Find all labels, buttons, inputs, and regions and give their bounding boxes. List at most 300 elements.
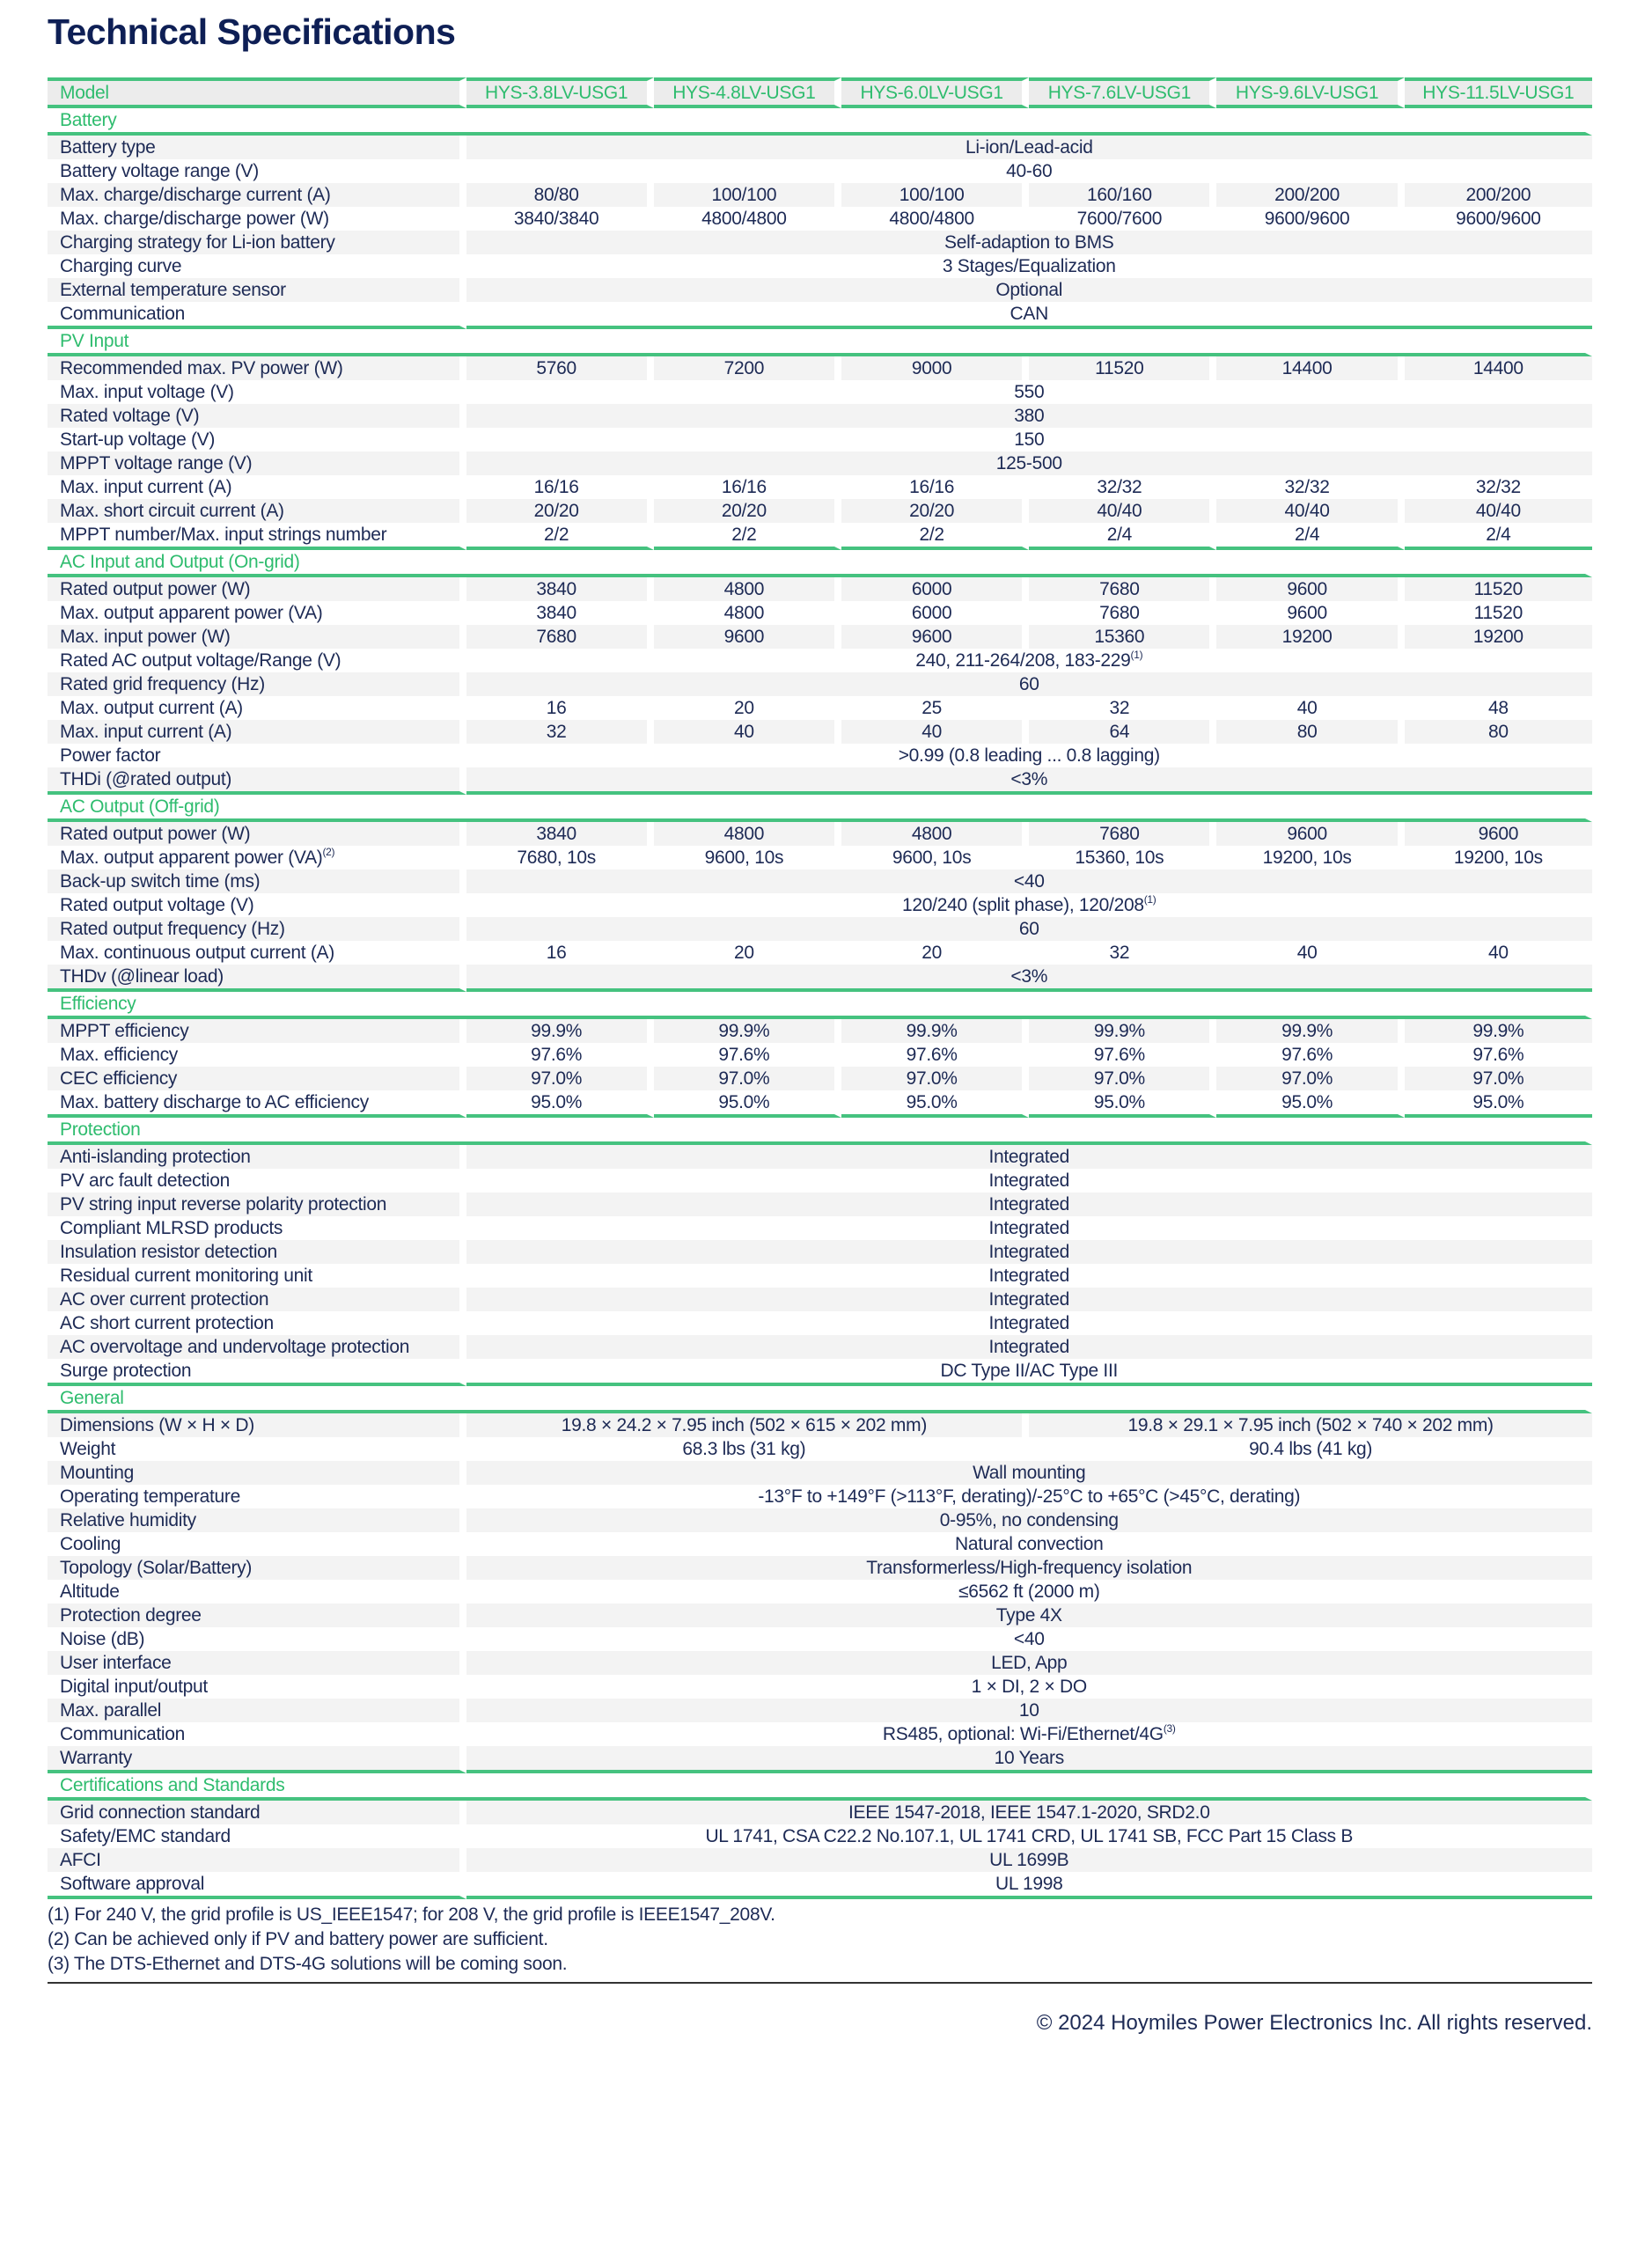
spec-label xyxy=(48,183,466,207)
spec-value-text: Wall mounting xyxy=(973,1463,1086,1483)
spec-value-all-models xyxy=(466,965,1592,992)
section-header-row xyxy=(48,1118,1592,1145)
spec-label xyxy=(48,451,466,475)
spec-row xyxy=(48,523,1592,550)
spec-label-text: THDi (@rated output) xyxy=(60,769,232,789)
spec-value: 80 xyxy=(1405,720,1592,744)
spec-value-all-models xyxy=(466,1651,1592,1675)
spec-value: 97.0% xyxy=(841,1067,1029,1090)
spec-value-text: >0.99 (0.8 leading ... 0.8 lagging) xyxy=(898,745,1160,766)
spec-value: 97.0% xyxy=(1216,1067,1404,1090)
spec-value-text: 125-500 xyxy=(995,453,1062,473)
spec-label-text: Software approval xyxy=(60,1874,205,1894)
spec-value: 11520 xyxy=(1405,601,1592,625)
spec-label-text: Max. charge/discharge current (A) xyxy=(60,185,331,205)
spec-label-text: Max. input current (A) xyxy=(60,722,232,742)
spec-row xyxy=(48,744,1592,767)
spec-value-all-models xyxy=(466,917,1592,941)
spec-label-text: Rated output power (W) xyxy=(60,579,251,599)
spec-label xyxy=(48,1413,466,1437)
spec-value: 99.9% xyxy=(841,1019,1029,1043)
spec-label xyxy=(48,822,466,846)
spec-label-text: CEC efficiency xyxy=(60,1068,178,1089)
section-title xyxy=(48,1118,1592,1145)
spec-row xyxy=(48,499,1592,523)
spec-value: 40 xyxy=(654,720,841,744)
spec-label xyxy=(48,302,466,329)
section-title-text: Protection xyxy=(60,1119,141,1140)
spec-value-all-models xyxy=(466,1872,1592,1899)
spec-label-text: Charging strategy for Li-ion battery xyxy=(60,232,335,253)
spec-label-text: AC overvoltage and undervoltage protection xyxy=(60,1337,410,1357)
spec-row xyxy=(48,965,1592,992)
spec-row xyxy=(48,1580,1592,1604)
spec-value: 95.0% xyxy=(1405,1090,1592,1118)
spec-row xyxy=(48,696,1592,720)
spec-label xyxy=(48,1216,466,1240)
spec-value: 80 xyxy=(1216,720,1404,744)
spec-label xyxy=(48,1311,466,1335)
spec-value-text: Self-adaption to BMS xyxy=(944,232,1114,253)
spec-value-all-models xyxy=(466,1193,1592,1216)
spec-row xyxy=(48,1872,1592,1899)
spec-label-text: Communication xyxy=(60,1724,185,1744)
spec-value-all-models xyxy=(466,1699,1592,1722)
spec-label-text: Warranty xyxy=(60,1748,132,1768)
spec-value: 32/32 xyxy=(1216,475,1404,499)
spec-label xyxy=(48,1699,466,1722)
spec-value-text: Integrated xyxy=(988,1266,1070,1286)
spec-value: 9600/9600 xyxy=(1405,207,1592,231)
spec-value-text: <40 xyxy=(1013,1629,1045,1649)
spec-value: 6000 xyxy=(841,601,1029,625)
spec-value: 40 xyxy=(841,720,1029,744)
spec-value-all-models xyxy=(466,1311,1592,1335)
spec-label xyxy=(48,720,466,744)
spec-row xyxy=(48,1169,1592,1193)
spec-label xyxy=(48,744,466,767)
spec-value-text: 10 xyxy=(1018,1700,1039,1721)
section-title xyxy=(48,108,1592,136)
spec-value: 9600 xyxy=(1216,822,1404,846)
spec-label-text: Max. input voltage (V) xyxy=(60,382,234,402)
spec-value: 2/2 xyxy=(654,523,841,550)
spec-row xyxy=(48,428,1592,451)
spec-value: 9600/9600 xyxy=(1216,207,1404,231)
spec-label xyxy=(48,672,466,696)
spec-value: 5760 xyxy=(466,356,654,380)
spec-label-text: Max. short circuit current (A) xyxy=(60,501,284,521)
spec-value: 95.0% xyxy=(654,1090,841,1118)
spec-row xyxy=(48,1675,1592,1699)
spec-label-text: Max. charge/discharge power (W) xyxy=(60,209,329,229)
spec-label-text: Start-up voltage (V) xyxy=(60,429,216,450)
spec-row xyxy=(48,183,1592,207)
spec-value: 7680 xyxy=(466,625,654,649)
spec-value: 4800/4800 xyxy=(654,207,841,231)
spec-value: 7680 xyxy=(1029,822,1216,846)
spec-value-all-models xyxy=(466,649,1592,672)
page-title: Technical Specifications xyxy=(48,11,456,52)
spec-value: 20 xyxy=(654,696,841,720)
spec-value-all-models xyxy=(466,1604,1592,1627)
spec-value-all-models xyxy=(466,1264,1592,1288)
spec-label-text: Cooling xyxy=(60,1534,121,1554)
spec-row xyxy=(48,720,1592,744)
copyright-notice: © 2024 Hoymiles Power Electronics Inc. All rights reserved. xyxy=(1036,2011,1592,2035)
spec-value-text: CAN xyxy=(1010,304,1048,324)
spec-value-all-models xyxy=(466,1240,1592,1264)
spec-label-text: Max. output apparent power (VA) xyxy=(60,603,323,623)
spec-label xyxy=(48,1801,466,1824)
spec-value: 97.0% xyxy=(1405,1067,1592,1090)
spec-row xyxy=(48,1090,1592,1118)
spec-value: 19200, 10s xyxy=(1216,846,1404,870)
spec-value: 15360, 10s xyxy=(1029,846,1216,870)
spec-label xyxy=(48,893,466,917)
spec-row xyxy=(48,1651,1592,1675)
spec-value: 9600 xyxy=(1405,822,1592,846)
spec-label-text: Insulation resistor detection xyxy=(60,1242,277,1262)
spec-row xyxy=(48,231,1592,254)
spec-value: 95.0% xyxy=(841,1090,1029,1118)
spec-label xyxy=(48,1485,466,1508)
spec-label xyxy=(48,696,466,720)
section-header-row xyxy=(48,329,1592,356)
spec-value: 100/100 xyxy=(841,183,1029,207)
spec-row xyxy=(48,475,1592,499)
spec-label xyxy=(48,475,466,499)
spec-row xyxy=(48,1413,1592,1437)
spec-label-text: Digital input/output xyxy=(60,1677,208,1697)
spec-value-all-models xyxy=(466,1801,1592,1824)
spec-row xyxy=(48,1627,1592,1651)
model-header-label: Model xyxy=(48,77,466,108)
spec-value: 19200, 10s xyxy=(1405,846,1592,870)
spec-label xyxy=(48,1335,466,1359)
spec-label-text: Safety/EMC standard xyxy=(60,1826,231,1846)
spec-row xyxy=(48,1824,1592,1848)
model-header-cell: HYS-3.8LV-USG1 xyxy=(466,77,654,108)
section-title-text: AC Output (Off-grid) xyxy=(60,796,220,817)
spec-value-all-models xyxy=(466,1461,1592,1485)
spec-row xyxy=(48,870,1592,893)
spec-label xyxy=(48,1359,466,1386)
section-title-text: Battery xyxy=(60,110,117,130)
spec-value: 99.9% xyxy=(466,1019,654,1043)
spec-value: 99.9% xyxy=(654,1019,841,1043)
spec-label xyxy=(48,1722,466,1746)
spec-value: 4800/4800 xyxy=(841,207,1029,231)
spec-label xyxy=(48,1508,466,1532)
spec-value-all-models xyxy=(466,1508,1592,1532)
spec-label-text: External temperature sensor xyxy=(60,280,286,300)
spec-value-text: DC Type II/AC Type III xyxy=(940,1361,1119,1381)
spec-label-text: MPPT voltage range (V) xyxy=(60,453,253,473)
spec-label-text: MPPT number/Max. input strings number xyxy=(60,525,387,545)
spec-row xyxy=(48,822,1592,846)
spec-label-text: MPPT efficiency xyxy=(60,1021,189,1041)
spec-label-text: AFCI xyxy=(60,1850,101,1870)
spec-value: 99.9% xyxy=(1029,1019,1216,1043)
spec-value: 40/40 xyxy=(1029,499,1216,523)
spec-value: 97.6% xyxy=(1405,1043,1592,1067)
spec-label xyxy=(48,846,466,870)
spec-value: 20 xyxy=(654,941,841,965)
spec-value-text: UL 1741, CSA C22.2 No.107.1, UL 1741 CRD, UL 1741 SB, FCC Part 15 Class B xyxy=(705,1826,1354,1846)
spec-label xyxy=(48,577,466,601)
spec-label-text: Topology (Solar/Battery) xyxy=(60,1558,253,1578)
spec-label xyxy=(48,1848,466,1872)
spec-row xyxy=(48,1461,1592,1485)
spec-value-text: Optional xyxy=(995,280,1063,300)
spec-value: 16 xyxy=(466,696,654,720)
spec-value: 40 xyxy=(1216,941,1404,965)
spec-value: 32/32 xyxy=(1405,475,1592,499)
spec-value-all-models xyxy=(466,1335,1592,1359)
spec-value-all-models xyxy=(466,1746,1592,1773)
section-title-text: AC Input and Output (On-grid) xyxy=(60,552,300,572)
spec-value-text: 3 Stages/Equalization xyxy=(942,256,1116,276)
spec-label xyxy=(48,1043,466,1067)
spec-value-text: 0-95%, no condensing xyxy=(939,1510,1119,1530)
spec-row xyxy=(48,601,1592,625)
spec-value: 19200 xyxy=(1216,625,1404,649)
spec-value: 19200 xyxy=(1405,625,1592,649)
spec-label xyxy=(48,159,466,183)
spec-value-text: Integrated xyxy=(988,1289,1070,1310)
spec-label xyxy=(48,231,466,254)
spec-value-text: LED, App xyxy=(991,1653,1068,1673)
spec-value-all-models xyxy=(466,1848,1592,1872)
spec-row xyxy=(48,1556,1592,1580)
spec-value-text: Natural convection xyxy=(955,1534,1104,1554)
spec-value: 97.6% xyxy=(466,1043,654,1067)
spec-label-text: Recommended max. PV power (W) xyxy=(60,358,343,378)
spec-row xyxy=(48,356,1592,380)
spec-label-text: AC short current protection xyxy=(60,1313,274,1333)
footnote-1: (1) For 240 V, the grid profile is US_IEEE1547; for 208 V, the grid profile is IEEE1547_208V. xyxy=(48,1904,775,1925)
spec-value-group: 90.4 lbs (41 kg) xyxy=(1029,1437,1592,1461)
spec-label-text: Grid connection standard xyxy=(60,1802,261,1823)
footnote-ref: (3) xyxy=(1163,1722,1176,1735)
spec-row xyxy=(48,207,1592,231)
spec-row xyxy=(48,1311,1592,1335)
spec-value: 9600 xyxy=(1216,577,1404,601)
spec-value: 2/4 xyxy=(1405,523,1592,550)
spec-label xyxy=(48,207,466,231)
spec-value: 97.0% xyxy=(1029,1067,1216,1090)
spec-value-all-models xyxy=(466,870,1592,893)
spec-label xyxy=(48,136,466,159)
spec-value: 11520 xyxy=(1405,577,1592,601)
spec-value-all-models xyxy=(466,1359,1592,1386)
spec-value: 40/40 xyxy=(1216,499,1404,523)
spec-label-text: Weight xyxy=(60,1439,116,1459)
spec-label xyxy=(48,254,466,278)
section-title xyxy=(48,1773,1592,1801)
spec-value-all-models xyxy=(466,1532,1592,1556)
section-header-row xyxy=(48,992,1592,1019)
spec-row xyxy=(48,136,1592,159)
spec-row xyxy=(48,577,1592,601)
spec-value-text: Li-ion/Lead-acid xyxy=(965,137,1093,158)
spec-value-all-models xyxy=(466,404,1592,428)
spec-value-all-models xyxy=(466,136,1592,159)
spec-value: 97.0% xyxy=(466,1067,654,1090)
spec-label-text: Rated AC output voltage/Range (V) xyxy=(60,650,341,671)
section-header-row xyxy=(48,1386,1592,1413)
spec-value-text: <3% xyxy=(1010,966,1048,987)
spec-label-text: Residual current monitoring unit xyxy=(60,1266,312,1286)
spec-value: 3840 xyxy=(466,577,654,601)
spec-label-text: Rated output frequency (Hz) xyxy=(60,919,285,939)
spec-value: 9600 xyxy=(1216,601,1404,625)
spec-label-text: Rated voltage (V) xyxy=(60,406,200,426)
spec-label xyxy=(48,870,466,893)
spec-value: 20 xyxy=(841,941,1029,965)
spec-value-text: <3% xyxy=(1010,769,1048,789)
spec-row xyxy=(48,1264,1592,1288)
spec-label xyxy=(48,1067,466,1090)
spec-label xyxy=(48,1019,466,1043)
section-header-row xyxy=(48,795,1592,822)
spec-label-text: Battery type xyxy=(60,137,156,158)
model-header-cell: HYS-6.0LV-USG1 xyxy=(841,77,1029,108)
spec-label xyxy=(48,1532,466,1556)
spec-value: 97.6% xyxy=(1029,1043,1216,1067)
spec-value-all-models xyxy=(466,231,1592,254)
spec-row xyxy=(48,451,1592,475)
spec-label-text: Operating temperature xyxy=(60,1486,240,1507)
spec-row xyxy=(48,1216,1592,1240)
spec-value: 20/20 xyxy=(841,499,1029,523)
spec-value-all-models xyxy=(466,1675,1592,1699)
spec-value: 16 xyxy=(466,941,654,965)
spec-value: 99.9% xyxy=(1216,1019,1404,1043)
footnote-2: (2) Can be achieved only if PV and battery power are sufficient. xyxy=(48,1929,548,1949)
spec-label-text: Protection degree xyxy=(60,1605,202,1626)
spec-value-all-models xyxy=(466,1216,1592,1240)
spec-value: 16/16 xyxy=(841,475,1029,499)
spec-label xyxy=(48,380,466,404)
section-title xyxy=(48,1386,1592,1413)
spec-label xyxy=(48,649,466,672)
spec-value: 4800 xyxy=(654,822,841,846)
spec-value-text: Integrated xyxy=(988,1313,1070,1333)
spec-label-text: THDv (@linear load) xyxy=(60,966,224,987)
spec-value: 2/4 xyxy=(1029,523,1216,550)
spec-row xyxy=(48,1335,1592,1359)
spec-label xyxy=(48,601,466,625)
spec-row xyxy=(48,278,1592,302)
spec-value-all-models xyxy=(466,1145,1592,1169)
spec-label xyxy=(48,1169,466,1193)
spec-label xyxy=(48,1437,466,1461)
spec-label xyxy=(48,1556,466,1580)
spec-value: 40 xyxy=(1216,696,1404,720)
spec-value: 20/20 xyxy=(466,499,654,523)
spec-label-text: PV string input reverse polarity protection xyxy=(60,1194,387,1215)
section-header-row xyxy=(48,550,1592,577)
spec-row xyxy=(48,302,1592,329)
spec-value-text: <40 xyxy=(1013,871,1045,892)
spec-row xyxy=(48,846,1592,870)
spec-value-all-models xyxy=(466,428,1592,451)
section-title xyxy=(48,795,1592,822)
spec-value: 7600/7600 xyxy=(1029,207,1216,231)
spec-row xyxy=(48,1359,1592,1386)
spec-value: 48 xyxy=(1405,696,1592,720)
spec-label xyxy=(48,917,466,941)
spec-label xyxy=(48,941,466,965)
spec-value: 4800 xyxy=(654,601,841,625)
spec-value: 200/200 xyxy=(1405,183,1592,207)
spec-row xyxy=(48,941,1592,965)
footnote-ref: (1) xyxy=(1130,649,1143,661)
spec-body xyxy=(48,108,1592,1899)
spec-value-all-models xyxy=(466,744,1592,767)
spec-row xyxy=(48,159,1592,183)
spec-value-all-models xyxy=(466,672,1592,696)
spec-value: 7200 xyxy=(654,356,841,380)
spec-label-text: Max. output apparent power (VA) xyxy=(60,848,323,868)
section-title xyxy=(48,329,1592,356)
spec-label xyxy=(48,1240,466,1264)
spec-value-text: Integrated xyxy=(988,1171,1070,1191)
section-title-text: Efficiency xyxy=(60,994,136,1014)
spec-row xyxy=(48,1043,1592,1067)
spec-label-text: Relative humidity xyxy=(60,1510,196,1530)
spec-value: 7680, 10s xyxy=(466,846,654,870)
spec-value-text: Integrated xyxy=(988,1242,1070,1262)
section-title xyxy=(48,550,1592,577)
spec-label-text: Max. input current (A) xyxy=(60,477,232,497)
spec-value-group: 19.8 × 24.2 × 7.95 inch (502 × 615 × 202 mm) xyxy=(466,1413,1030,1437)
spec-value: 7680 xyxy=(1029,601,1216,625)
spec-row xyxy=(48,1145,1592,1169)
spec-value: 14400 xyxy=(1405,356,1592,380)
spec-value-text: Type 4X xyxy=(995,1605,1062,1626)
spec-label xyxy=(48,404,466,428)
footnote-3: (3) The DTS-Ethernet and DTS-4G solutions will be coming soon. xyxy=(48,1954,568,1974)
spec-label xyxy=(48,1824,466,1848)
spec-value: 4800 xyxy=(654,577,841,601)
spec-label xyxy=(48,1580,466,1604)
spec-label-text: Max. input power (W) xyxy=(60,627,231,647)
spec-row xyxy=(48,1722,1592,1746)
spec-label xyxy=(48,1090,466,1118)
spec-label xyxy=(48,1288,466,1311)
spec-row xyxy=(48,893,1592,917)
spec-label-text: Altitude xyxy=(60,1582,120,1602)
spec-label xyxy=(48,1746,466,1773)
spec-label-text: Max. parallel xyxy=(60,1700,162,1721)
spec-value: 97.6% xyxy=(654,1043,841,1067)
spec-row xyxy=(48,404,1592,428)
spec-value: 2/2 xyxy=(466,523,654,550)
spec-label xyxy=(48,1872,466,1899)
spec-value: 25 xyxy=(841,696,1029,720)
spec-label-text: Max. battery discharge to AC efficiency xyxy=(60,1092,369,1112)
spec-value-text: 1 × DI, 2 × DO xyxy=(971,1677,1087,1697)
spec-value: 4800 xyxy=(841,822,1029,846)
spec-value: 2/2 xyxy=(841,523,1029,550)
model-header-row xyxy=(48,77,1592,108)
spec-value-group: 19.8 × 29.1 × 7.95 inch (502 × 740 × 202 mm) xyxy=(1029,1413,1592,1437)
spec-value-all-models xyxy=(466,302,1592,329)
spec-label-text: Rated grid frequency (Hz) xyxy=(60,674,265,694)
